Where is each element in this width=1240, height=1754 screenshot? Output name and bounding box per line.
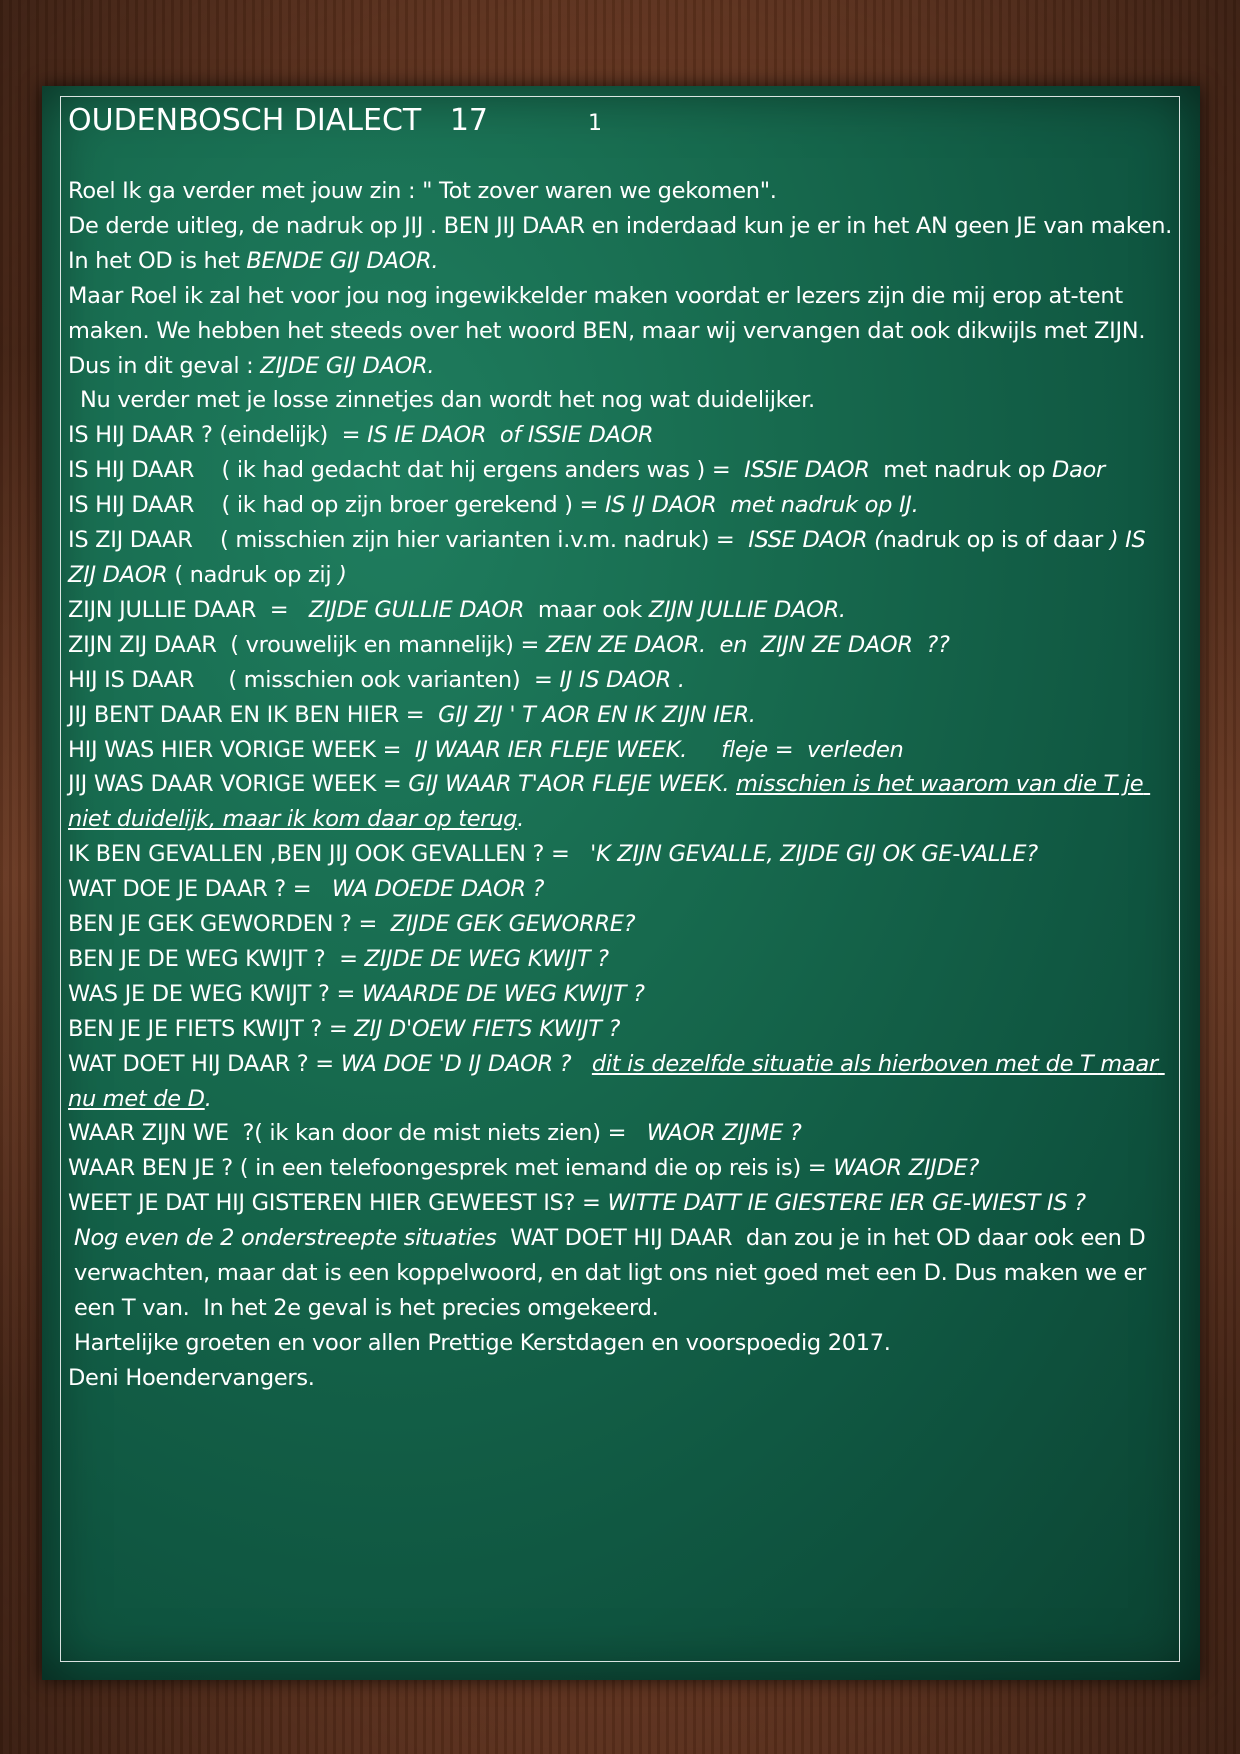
example-line — [68, 767, 1174, 837]
text-line: met nadruk op — [869, 457, 1053, 484]
text-line: nadruk op is of daar — [882, 527, 1110, 554]
dialect-phrase: WA DOE 'D IJ DAOR ? — [340, 1050, 592, 1077]
dialect-phrase: = WAARDE DE WEG KWIJT ? — [336, 980, 645, 1007]
standard-phrase: IK BEN GEVALLEN ,BEN JIJ OOK GEVALLEN ? = — [68, 841, 591, 868]
standard-phrase: HIJ IS DAAR ( misschien ook varianten) = — [68, 666, 560, 693]
example-line — [68, 1116, 1174, 1151]
dialect-phrase: IJ IS DAOR . — [559, 666, 685, 693]
example-line — [68, 663, 1174, 698]
dialect-phrase: WA DOEDE DAOR ? — [331, 876, 545, 903]
dialect-phrase: ISSIE DAOR — [744, 457, 870, 484]
signature — [68, 1361, 1174, 1396]
example-line — [68, 488, 1174, 523]
dialect-phrase: Daor — [1052, 457, 1105, 484]
paragraph — [68, 279, 1174, 384]
dialect-phrase: Nog even de 2 onderstreepte situaties — [74, 1225, 497, 1252]
dialect-phrase: = ZEN ZE DAOR. en ZIJN ZE DAOR ?? — [520, 631, 950, 658]
standard-phrase: JIJ WAS DAAR VORIGE WEEK — [68, 771, 383, 798]
example-line — [68, 942, 1174, 977]
dialect-phrase: IS IJ DAOR met nadruk op IJ. — [604, 492, 919, 519]
dialect-phrase: = GIJ WAAR T'AOR FLEJE WEEK. — [382, 771, 737, 798]
example-line — [68, 628, 1174, 663]
paragraph — [68, 1221, 1174, 1326]
dialect-phrase: IJ WAAR IER FLEJE WEEK. fleje = verleden — [414, 736, 904, 763]
paragraph — [68, 383, 1174, 418]
dialect-phrase: ZIJDE GEK GEWORRE? — [390, 911, 636, 938]
text-line: Hartelijke groeten en voor allen Prettige Kerstdagen en voorspoedig 2017. — [74, 1329, 891, 1356]
text-line: Deni Hoendervangers. — [68, 1364, 315, 1391]
example-line — [68, 977, 1174, 1012]
text-line: WAT DOET HIJ DAAR dan zou je in het OD daar ook een D verwachten, maar dat is een koppelwoord, en dat ligt ons niet goed met een D. Dus maken we er een T van. In het 2e geval is het precies omgekeerd. — [74, 1225, 1153, 1321]
dialect-phrase: ZIJN JULLIE DAOR. — [648, 596, 846, 623]
text-line: Maar Roel ik zal het voor jou nog ingewikkelder maken voordat er lezers zijn die mij erop at-tent maken. We hebben het steeds over het woord BEN, maar wij vervangen dat ook dikwijls met ZIJN. Dus in dit geval : — [68, 282, 1146, 379]
example-line — [68, 593, 1174, 628]
standard-phrase: ZIJN ZIJ DAAR ( vrouwelijk en mannelijk) — [68, 631, 521, 658]
closing-line — [68, 1326, 1174, 1361]
example-line — [68, 523, 1174, 593]
standard-phrase: WAT DOE JE DAAR ? = — [68, 876, 332, 903]
dialect-phrase: GIJ ZIJ ' T AOR EN IK ZIJN IER. — [438, 701, 756, 728]
text-line: Roel Ik ga verder met jouw zin : " Tot zover waren we gekomen". — [68, 178, 777, 204]
text-line: Nu verder met je losse zinnetjes dan wordt het nog wat duidelijker. — [80, 387, 815, 414]
dialect-phrase: ZIJDE DE WEG KWIJT ? — [364, 945, 609, 972]
dialect-phrase: WAOR ZIJME ? — [646, 1120, 802, 1147]
standard-phrase: BEN JE JE FIETS KWIJT ? = — [68, 1015, 355, 1042]
dialect-phrase: ZIJ D'OEW FIETS KWIJT ? — [354, 1015, 621, 1042]
text-line: ( nadruk op zij — [167, 561, 339, 588]
example-line — [68, 453, 1174, 488]
standard-phrase: IS HIJ DAAR ( ik had gedacht dat hij ergens anders was ) = — [68, 457, 745, 484]
standard-phrase: WAT DOET HIJ DAAR ? = — [68, 1050, 341, 1077]
paragraph — [68, 209, 1174, 279]
letter-content — [68, 104, 1174, 1396]
underlined-note: misschien is het waarom van die T je niet duidelijk, maar ik kom daar op terug — [68, 771, 1151, 833]
standard-phrase: WAS JE DE WEG KWIJT ? — [68, 980, 337, 1007]
text-line: De derde uitleg, de nadruk op JIJ . BEN JIJ DAAR en inderdaad kun je er in het AN geen JE van maken. In het OD is het — [68, 212, 1173, 274]
example-line — [68, 418, 1174, 453]
dialect-phrase: IS IE DAOR of ISSIE DAOR — [367, 422, 654, 449]
dialect-phrase: ) IS ZIJ DAOR — [68, 527, 1153, 588]
dialect-phrase: ISSE DAOR ( — [748, 527, 883, 554]
standard-phrase: WEET JE DAT HIJ GISTEREN HIER GEWEEST IS? = — [68, 1190, 608, 1217]
dialect-phrase: BENDE GIJ DAOR. — [246, 247, 439, 274]
example-line — [68, 837, 1174, 872]
example-line — [68, 1151, 1174, 1186]
dialect-phrase: WITTE DATT IE GIESTERE IER GE-WIEST IS ? — [607, 1190, 1086, 1217]
standard-phrase: WAAR BEN JE ? ( in een telefoongesprek met iemand die op reis is) = — [68, 1155, 834, 1182]
standard-phrase: HIJ WAS HIER VORIGE WEEK = — [68, 736, 415, 763]
example-line — [68, 1047, 1174, 1117]
standard-phrase: IS HIJ DAAR ( ik had op zijn broer gerekend ) = — [68, 492, 605, 519]
paragraph — [68, 174, 1174, 209]
example-line — [68, 907, 1174, 942]
standard-phrase: WAAR ZIJN WE ?( ik kan door de mist niets zien) = — [68, 1120, 647, 1147]
dialect-phrase: ) — [338, 561, 347, 588]
standard-phrase: ZIJN JULLIE DAAR = — [68, 596, 309, 623]
standard-phrase: IS ZIJ DAAR ( misschien zijn hier varianten i.v.m. nadruk) = — [68, 527, 749, 554]
example-line — [68, 698, 1174, 733]
standard-phrase: JIJ BENT DAAR EN IK BEN HIER = — [68, 701, 439, 728]
standard-phrase: BEN JE GEK GEWORDEN ? = — [68, 911, 391, 938]
dialect-phrase: ZIJDE GIJ DAOR. — [260, 352, 435, 379]
page-title: OUDENBOSCH DIALECT 17 — [68, 103, 489, 138]
text-line: maar ook — [524, 596, 649, 623]
standard-phrase: BEN JE DE WEG KWIJT ? = — [68, 945, 365, 972]
example-line — [68, 1186, 1174, 1221]
header — [68, 104, 1174, 156]
text-line: . — [204, 1085, 212, 1112]
example-line — [68, 1012, 1174, 1047]
dialect-phrase: WAOR ZIJDE? — [833, 1155, 980, 1182]
text-line: . — [517, 806, 525, 833]
dialect-phrase: 'K ZIJN GEVALLE, ZIJDE GIJ OK GE-VALLE? — [590, 841, 1038, 868]
standard-phrase: IS HIJ DAAR ? (eindelijk) = — [68, 422, 368, 449]
underlined-note: dit is dezelfde situatie als hierboven met de T maar nu met de D — [68, 1050, 1165, 1112]
example-line — [68, 872, 1174, 907]
dialect-phrase: ZIJDE GULLIE DAOR — [308, 596, 525, 623]
example-line — [68, 733, 1174, 768]
page-number: 1 — [588, 111, 602, 136]
